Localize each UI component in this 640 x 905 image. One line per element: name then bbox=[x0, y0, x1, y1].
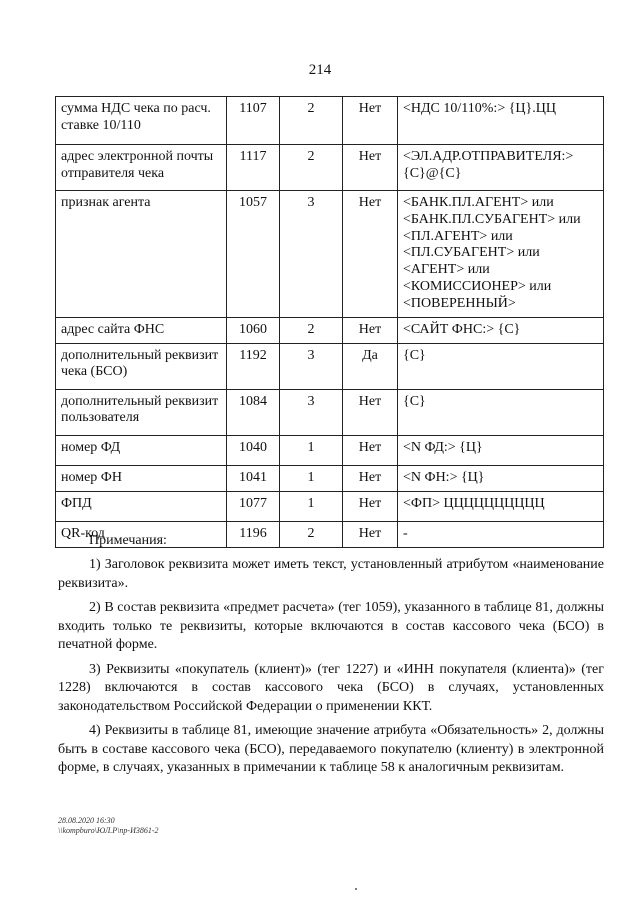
cell-required: Нет bbox=[343, 521, 398, 547]
table-row bbox=[56, 317, 604, 343]
cell-name: адрес электронной почты отправителя чека bbox=[56, 145, 227, 191]
cell-format: {С} bbox=[398, 389, 604, 435]
cell-count: 3 bbox=[280, 191, 343, 318]
notes-section bbox=[58, 532, 604, 784]
cell-count: 2 bbox=[280, 97, 343, 145]
cell-required: Нет bbox=[343, 145, 398, 191]
cell-required: Нет bbox=[343, 389, 398, 435]
cell-name: сумма НДС чека по расч. ставке 10/110 bbox=[56, 97, 227, 145]
cell-name: QR-код bbox=[56, 521, 227, 547]
cell-format: <ЭЛ.АДР.ОТПРАВИТЕЛЯ:> {С}@{С} bbox=[398, 145, 604, 191]
note-item: 1) Заголовок реквизита может иметь текст, установленный атрибутом «наименование реквизита». bbox=[58, 557, 604, 591]
cell-count: 1 bbox=[280, 491, 343, 521]
cell-count: 3 bbox=[280, 389, 343, 435]
cell-tag: 1084 bbox=[227, 389, 280, 435]
notes-title: Примечания: bbox=[89, 533, 167, 548]
cell-required: Нет bbox=[343, 317, 398, 343]
cell-tag: 1040 bbox=[227, 435, 280, 465]
cell-name: дополнительный реквизит чека (БСО) bbox=[56, 343, 227, 389]
cell-count: 3 bbox=[280, 343, 343, 389]
cell-tag: 1196 bbox=[227, 521, 280, 547]
cell-name: номер ФД bbox=[56, 435, 227, 465]
cell-tag: 1117 bbox=[227, 145, 280, 191]
cell-name: дополнительный реквизит пользователя bbox=[56, 389, 227, 435]
cell-format: {С} bbox=[398, 343, 604, 389]
cell-count: 2 bbox=[280, 145, 343, 191]
footer-timestamp: 28.08.2020 16:30 bbox=[58, 816, 115, 825]
cell-name: номер ФН bbox=[56, 465, 227, 491]
cell-name: ФПД bbox=[56, 491, 227, 521]
cell-format: <САЙТ ФНС:> {С} bbox=[398, 317, 604, 343]
table-row bbox=[56, 97, 604, 145]
cell-tag: 1107 bbox=[227, 97, 280, 145]
table-row bbox=[56, 491, 604, 521]
table-row bbox=[56, 145, 604, 191]
cell-required: Нет bbox=[343, 97, 398, 145]
table-row bbox=[56, 191, 604, 318]
cell-count: 1 bbox=[280, 465, 343, 491]
cell-required: Да bbox=[343, 343, 398, 389]
cell-format: <N ФН:> {Ц} bbox=[398, 465, 604, 491]
cell-required: Нет bbox=[343, 465, 398, 491]
table-row bbox=[56, 343, 604, 389]
cell-count: 2 bbox=[280, 317, 343, 343]
table-body bbox=[56, 97, 604, 548]
cell-format: <ФП> ЦЦЦЦЦЦЦЦЦЦ bbox=[398, 491, 604, 521]
cell-count: 2 bbox=[280, 521, 343, 547]
requisites-table bbox=[55, 96, 604, 548]
table-row bbox=[56, 435, 604, 465]
cell-required: Нет bbox=[343, 435, 398, 465]
cell-name: адрес сайта ФНС bbox=[56, 317, 227, 343]
cell-tag: 1057 bbox=[227, 191, 280, 318]
cell-format: <N ФД:> {Ц} bbox=[398, 435, 604, 465]
table-row bbox=[56, 389, 604, 435]
scan-dot bbox=[355, 888, 357, 890]
cell-format: - bbox=[398, 521, 604, 547]
cell-tag: 1077 bbox=[227, 491, 280, 521]
page-number: 214 bbox=[308, 62, 332, 78]
cell-required: Нет bbox=[343, 191, 398, 318]
note-item: 2) В состав реквизита «предмет расчета» (тег 1059), указанного в таблице 81, должны входить только те реквизиты, которые включаются в состав кассового чека (БСО) в печатной форме. bbox=[58, 600, 604, 653]
footer-file-path: \\kompburo\ЮЛ.Р\пр-И3861-2 bbox=[58, 826, 159, 835]
table-row bbox=[56, 465, 604, 491]
cell-name: признак агента bbox=[56, 191, 227, 318]
cell-tag: 1192 bbox=[227, 343, 280, 389]
cell-format: <БАНК.ПЛ.АГЕНТ> или <БАНК.ПЛ.СУБАГЕНТ> или <ПЛ.АГЕНТ> или <ПЛ.СУБАГЕНТ> или <АГЕНТ> или <КОМИССИОНЕР> или <ПОВЕРЕННЫЙ> bbox=[398, 191, 604, 318]
cell-tag: 1041 bbox=[227, 465, 280, 491]
note-item: 3) Реквизиты «покупатель (клиент)» (тег 1227) и «ИНН покупателя (клиента)» (тег 1228) включаются в состав кассового чека (БСО) в случаях, установленных законодательством Российской Федерации о применении ККТ. bbox=[58, 661, 604, 714]
cell-count: 1 bbox=[280, 435, 343, 465]
note-item: 4) Реквизиты в таблице 81, имеющие значение атрибута «Обязательность» 2, должны быть в составе кассового чека (БСО), передаваемого покупателю (клиенту) в электронной форме, в случаях, указанных в примечании к таблице 58 к аналогичным реквизитам. bbox=[58, 723, 604, 776]
cell-required: Нет bbox=[343, 491, 398, 521]
cell-tag: 1060 bbox=[227, 317, 280, 343]
cell-format: <НДС 10/110%:> {Ц}.ЦЦ bbox=[398, 97, 604, 145]
document-footer bbox=[58, 816, 159, 836]
